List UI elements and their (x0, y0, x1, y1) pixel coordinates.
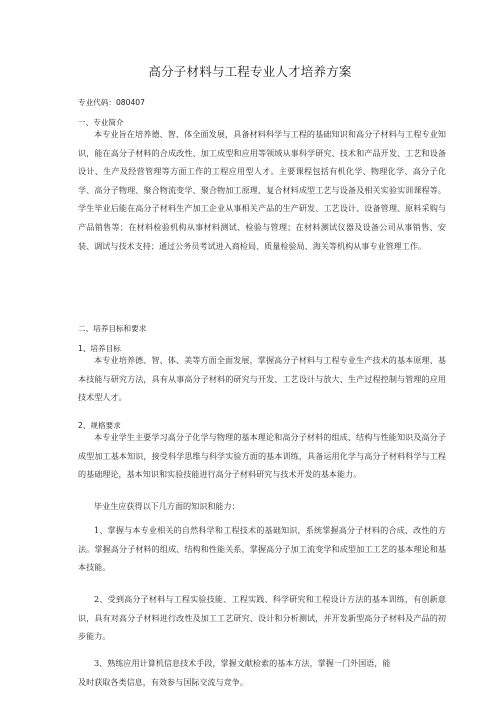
document-title: 高分子材料与工程专业人才培养方案 (148, 64, 352, 79)
ability-item-1: 1、掌握与本专业相关的自然科学和工程技术的基础知识，系统掌握高分子材料的合成、改性的方法。掌握高分子材料的组成、结构和性能关系，掌握高分子加工流变学和成型加工工艺的基本理论和基本技能。 (78, 525, 446, 573)
section-heading-goals: 二、培养目标和要求 (78, 324, 147, 333)
ability-item-2: 2、受到高分子材料与工程实验技能、工程实践、科学研究和工程设计方法的基本训练，有创新意识，具有对高分子材料进行改性及加工工艺研究、设计和分析测试，并开发新型高分子材料及产品的初步能力。 (78, 594, 446, 642)
ability-item-3-line-1: 3、熟练应用计算机信息技术手段，掌握文献检索的基本方法，掌握一门外国语，能 (94, 658, 391, 668)
subheading-goal: 1、培养目标 (78, 344, 121, 353)
major-code: 专业代码：080407 (78, 98, 145, 107)
requirements-paragraph: 本专业学生主要学习高分子化学与物理的基本理论和高分子材料的组成、结构与性能知识及高分子成型加工基本知识，接受科学思维与科学实验方面的基本训练，具备运用化学与高分子材料科学与工程的基础理论，基本知识和实验技能进行高分子材料研究与技术开发的基本能力。 (78, 432, 446, 480)
ability-intro: 毕业生应获得以下几方面的知识和能力： (94, 501, 240, 511)
ability-item-3-line-2: 及时获取各类信息，有效参与国际交流与竞争。 (78, 677, 248, 687)
subheading-requirements: 2、规格要求 (78, 421, 121, 430)
intro-paragraph: 本专业旨在培养德、智、体全面发展，具备材料科学与工程的基础知识和高分子材料与工程专业知识，能在高分子材料的合成改性、加工成型和应用等领域从事科学研究、技术和产品开发、工艺和设备设计、生产及经营管理等方面工作的工程应用型人才。主要课程包括有机化学、物理化学、高分子化学、高分子物理、聚合物流变学、聚合物加工原理、复合材料成型工艺与设备及相关实验实训课程等。学生毕业后能在高分子材料生产加工企业从事相关产品的生产研发、工艺设计、设备管理、原料采购与产品销售等；在材料检验机构从事材料测试、检验与管理；在材料测试仪器及设备公司从事销售、安装、调试与技术支持；通过公务员考试进入商检局、质量检验局、海关等机构从事专业管理工作。 (78, 129, 446, 251)
section-heading-intro: 一、专业简介 (78, 118, 124, 127)
goal-paragraph: 本专业培养德、智、体、美等方面全面发展，掌握高分子材料与工程专业生产技术的基本原理、基本技能与研究方法，具有从事高分子材料的研究与开发、工艺设计与放大、生产过程控制与管理的应用技术型人才。 (78, 355, 446, 403)
